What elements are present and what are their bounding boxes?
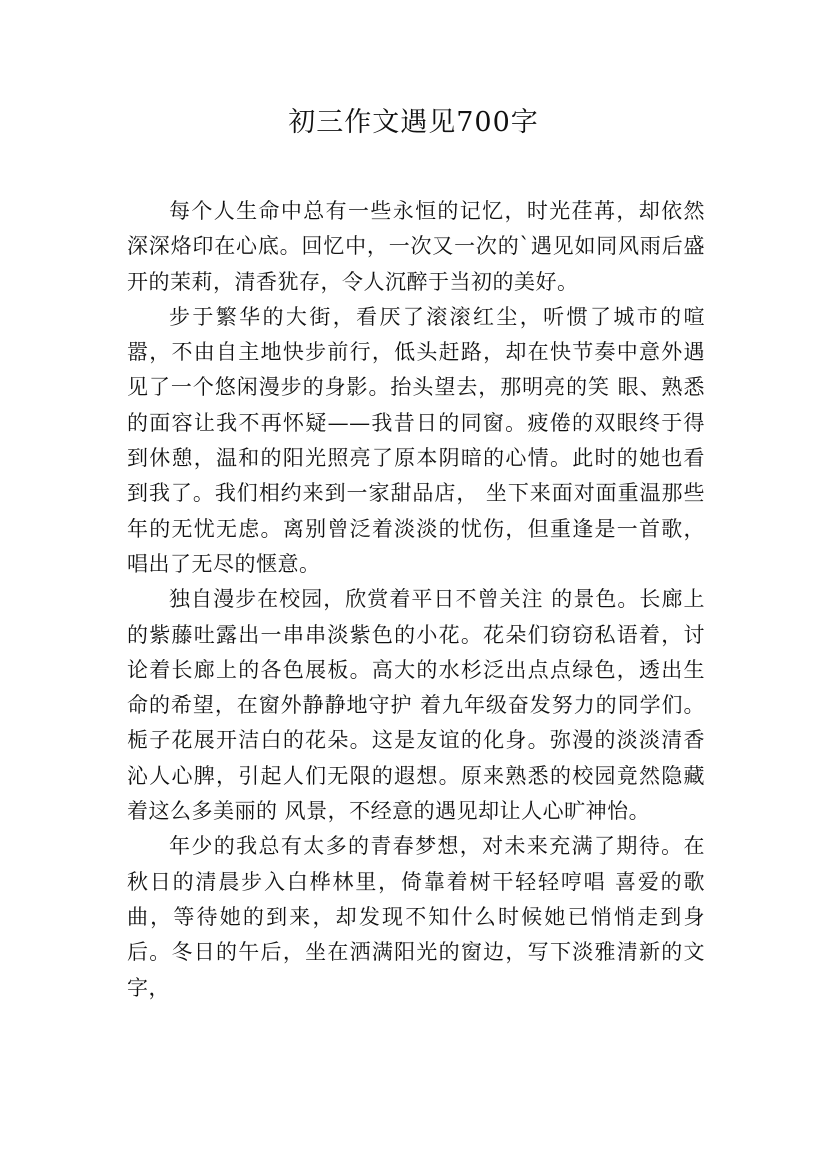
document-body: [127, 194, 705, 1006]
paragraph: 每个人生命中总有一些永恒的记忆，时光荏苒，却依然深深烙印在心底。回忆中，一次又一次的`遇见如同风雨后盛开的茉莉，清香犹存，令人沉醉于当初的美好。: [127, 199, 705, 294]
document-title: 初三作文遇见700字: [288, 107, 539, 138]
paragraph: 步于繁华的大街，看厌了滚滚红尘，听惯了城市的喧嚣，不由自主地快步前行，低头赶路，却在快节奏中意外遇见了一个悠闲漫步的身影。抬头望去，那明亮的笑 眼、熟悉的面容让我不再怀疑——我昔日的同窗。疲倦的双眼终于得到休憩，温和的阳光照亮了原本阴暗的心情。此时的她也看到我了。我们相约来到一家甜品店， 坐下来面对面重温那些年的无忧无虑。离别曾泛着淡淡的忧伤，但重逢是一首歌，唱出了无尽的惬意。: [127, 304, 705, 576]
paragraph: 独自漫步在校园，欣赏着平日不曾关注 的景色。长廊上的紫藤吐露出一串串淡紫色的小花。花朵们窃窃私语着，讨论着长廊上的各色展板。高大的水杉泛出点点绿色，透出生命的希望，在窗外静静地守护 着九年级奋发努力的同学们。栀子花展开洁白的花朵。这是友谊的化身。弥漫的淡淡清香沁人心脾，引起人们无限的遐想。原来熟悉的校园竟然隐藏着这么多美丽的 风景，不经意的遇见却让人心旷神怡。: [127, 587, 705, 824]
paragraph: 年少的我总有太多的青春梦想，对未来充满了期待。在秋日的清晨步入白桦林里，倚靠着树干轻轻哼唱 喜爱的歌曲，等待她的到来，却发现不知什么时候她已悄悄走到身后。冬日的午后，坐在洒满阳光的窗边，写下淡雅清新的文字，: [127, 834, 705, 1000]
